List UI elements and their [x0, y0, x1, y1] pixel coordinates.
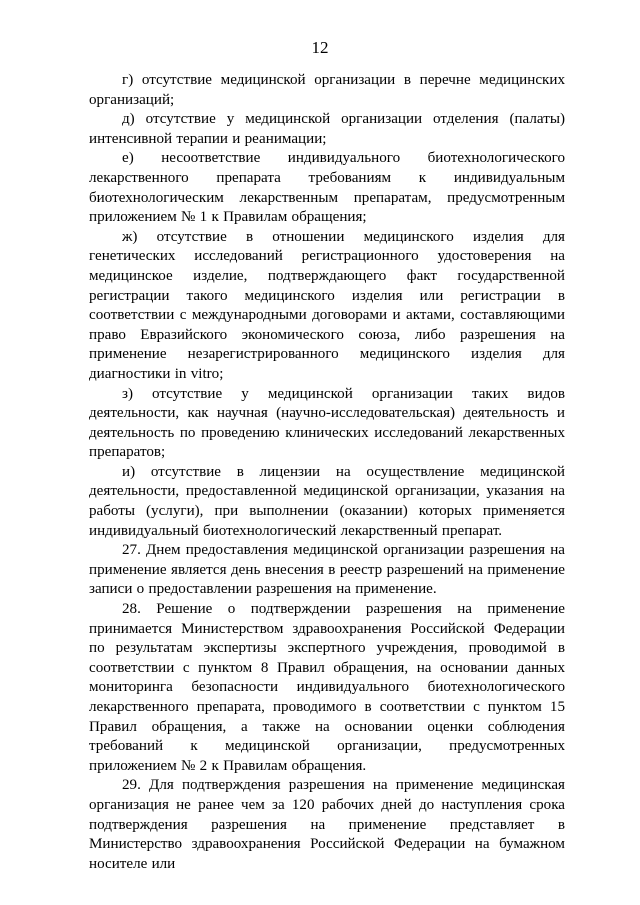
paragraph-clause-28: 28. Решение о подтверждении разрешения на применение принимается Министерством здравоохранения Российской Федерации по результатам экспертизы экспертного учреждения, проводимой в соответствии с пунктом 8 Правил обращения, на основании данных мониторинга безопасности индивидуального биотехнологического лекарственного препарата, проводимого в соответствии с пунктом 15 Правил обращения, а также на основании оценки соблюдения требований к медицинской организации, предусмотренных приложением № 2 к Правилам обращения.: [89, 601, 565, 774]
page-number: 12: [311, 38, 329, 57]
paragraph-item-z: з) отсутствие у медицинской организации таких видов деятельности, как научная (научно-исследовательская) деятельность и деятельность по проведению клинических исследований лекарственных препаратов;: [89, 385, 565, 461]
page-body: [89, 71, 565, 874]
paragraph-item-zh: ж) отсутствие в отношении медицинского изделия для генетических исследований регистрационного удостоверения на медицинское изделие, подтверждающего факт государственной регистрации такого медицинского изделия или регистрации в соответствии с международными договорами и актами, составляющими право Евразийского экономического союза, либо разрешения на применение незарегистрированного медицинского изделия для диагностики in vitro;: [89, 228, 565, 382]
paragraph-item-d: д) отсутствие у медицинской организации отделения (палаты) интенсивной терапии и реанимации;: [89, 111, 565, 147]
paragraph-clause-27: 27. Днем предоставления медицинской организации разрешения на применение является день внесения в реестр разрешений на применение записи о предоставлении разрешения на применение.: [89, 542, 565, 598]
paragraph-item-e: е) несоответствие индивидуального биотехнологического лекарственного препарата требованиям к индивидуальным биотехнологическим лекарственным препаратам, предусмотренным приложением № 1 к Правилам обращения;: [89, 150, 565, 226]
paragraph-item-i: и) отсутствие в лицензии на осуществление медицинской деятельности, предоставленной медицинской организации, указания на работы (услуги), при выполнении (оказании) которых применяется индивидуальный биотехнологический лекарственный препарат.: [89, 463, 565, 539]
paragraph-clause-29: 29. Для подтверждения разрешения на применение медицинская организация не ранее чем за 120 рабочих дней до наступления срока подтверждения разрешения на применение представляет в Министерство здравоохранения Российской Федерации на бумажном носителе или: [89, 777, 565, 872]
paragraph-item-g: г) отсутствие медицинской организации в перечне медицинских организаций;: [89, 72, 565, 108]
